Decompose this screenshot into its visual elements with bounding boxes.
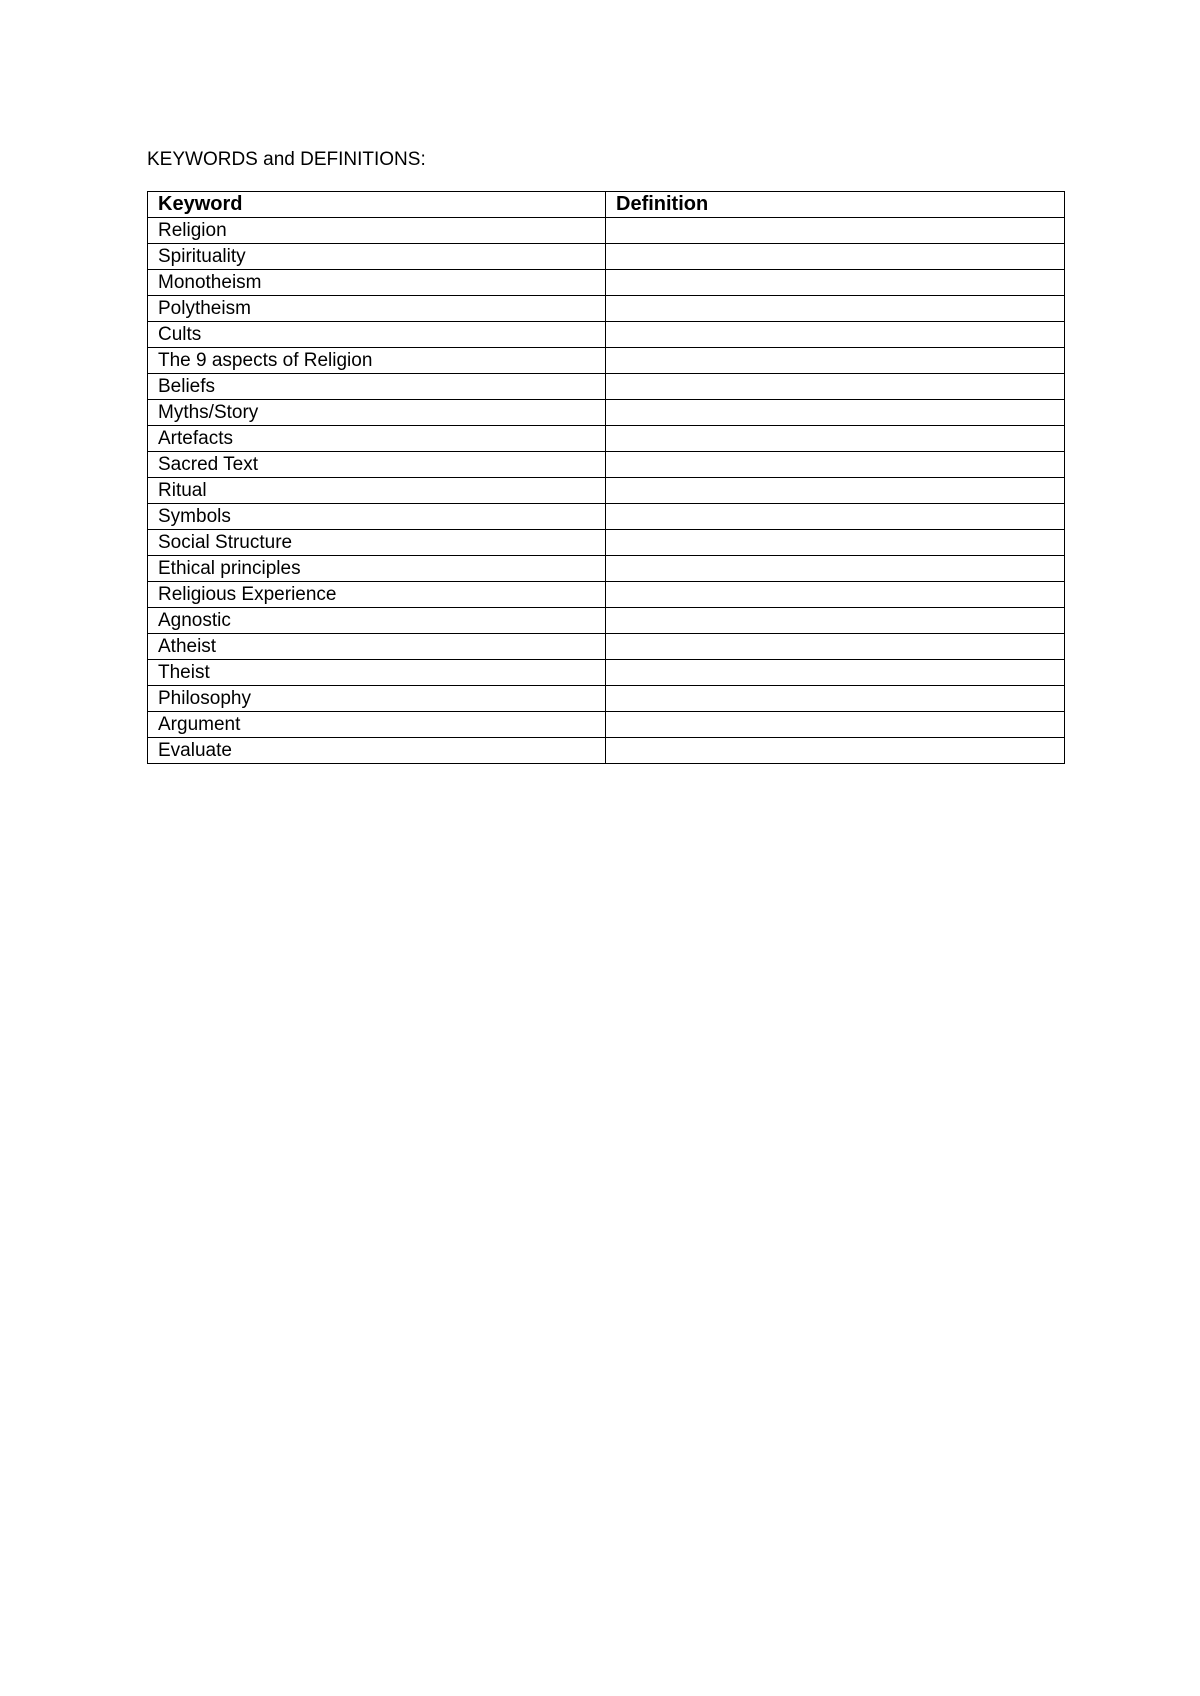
definition-column-header: Definition	[606, 192, 1065, 218]
definition-cell	[606, 608, 1065, 634]
definition-cell	[606, 348, 1065, 374]
table-row	[148, 374, 1065, 400]
table-row	[148, 504, 1065, 530]
definition-cell	[606, 686, 1065, 712]
table-row	[148, 660, 1065, 686]
definition-cell	[606, 400, 1065, 426]
table-row	[148, 634, 1065, 660]
table-row	[148, 556, 1065, 582]
table-row	[148, 608, 1065, 634]
page-heading: KEYWORDS and DEFINITIONS:	[147, 149, 426, 170]
keyword-cell: Atheist	[148, 634, 606, 660]
keyword-column-header: Keyword	[148, 192, 606, 218]
keyword-cell: Argument	[148, 712, 606, 738]
table-row	[148, 348, 1065, 374]
keyword-definition-table	[147, 191, 1065, 764]
definition-cell	[606, 296, 1065, 322]
table-row	[148, 270, 1065, 296]
keyword-cell: Evaluate	[148, 738, 606, 764]
definition-cell	[606, 452, 1065, 478]
keyword-cell: Monotheism	[148, 270, 606, 296]
keyword-cell: Theist	[148, 660, 606, 686]
keyword-cell: Religious Experience	[148, 582, 606, 608]
keyword-cell: Polytheism	[148, 296, 606, 322]
keyword-cell: Spirituality	[148, 244, 606, 270]
table-row	[148, 296, 1065, 322]
definition-cell	[606, 244, 1065, 270]
keyword-cell: Symbols	[148, 504, 606, 530]
table-row	[148, 478, 1065, 504]
table-row	[148, 686, 1065, 712]
table-row	[148, 322, 1065, 348]
keyword-cell: Beliefs	[148, 374, 606, 400]
definition-cell	[606, 712, 1065, 738]
definition-cell	[606, 478, 1065, 504]
definition-cell	[606, 556, 1065, 582]
keyword-cell: Myths/Story	[148, 400, 606, 426]
table-row	[148, 452, 1065, 478]
keyword-cell: Ethical principles	[148, 556, 606, 582]
keyword-cell: Ritual	[148, 478, 606, 504]
keyword-cell: Philosophy	[148, 686, 606, 712]
definition-cell	[606, 530, 1065, 556]
definition-cell	[606, 426, 1065, 452]
keyword-cell: Agnostic	[148, 608, 606, 634]
definition-cell	[606, 660, 1065, 686]
table-row	[148, 218, 1065, 244]
keyword-cell: Artefacts	[148, 426, 606, 452]
definition-cell	[606, 504, 1065, 530]
table-row	[148, 738, 1065, 764]
definition-cell	[606, 582, 1065, 608]
table-row	[148, 582, 1065, 608]
keyword-cell: Sacred Text	[148, 452, 606, 478]
table-row	[148, 244, 1065, 270]
table-body	[148, 218, 1065, 764]
table-row	[148, 426, 1065, 452]
definition-cell	[606, 374, 1065, 400]
definition-cell	[606, 634, 1065, 660]
table-header-row	[148, 192, 1065, 218]
keyword-cell: Religion	[148, 218, 606, 244]
definition-cell	[606, 218, 1065, 244]
table-row	[148, 712, 1065, 738]
table-row	[148, 530, 1065, 556]
keyword-cell: The 9 aspects of Religion	[148, 348, 606, 374]
keyword-cell: Social Structure	[148, 530, 606, 556]
definition-cell	[606, 270, 1065, 296]
definition-cell	[606, 322, 1065, 348]
table-row	[148, 400, 1065, 426]
keyword-cell: Cults	[148, 322, 606, 348]
definition-cell	[606, 738, 1065, 764]
